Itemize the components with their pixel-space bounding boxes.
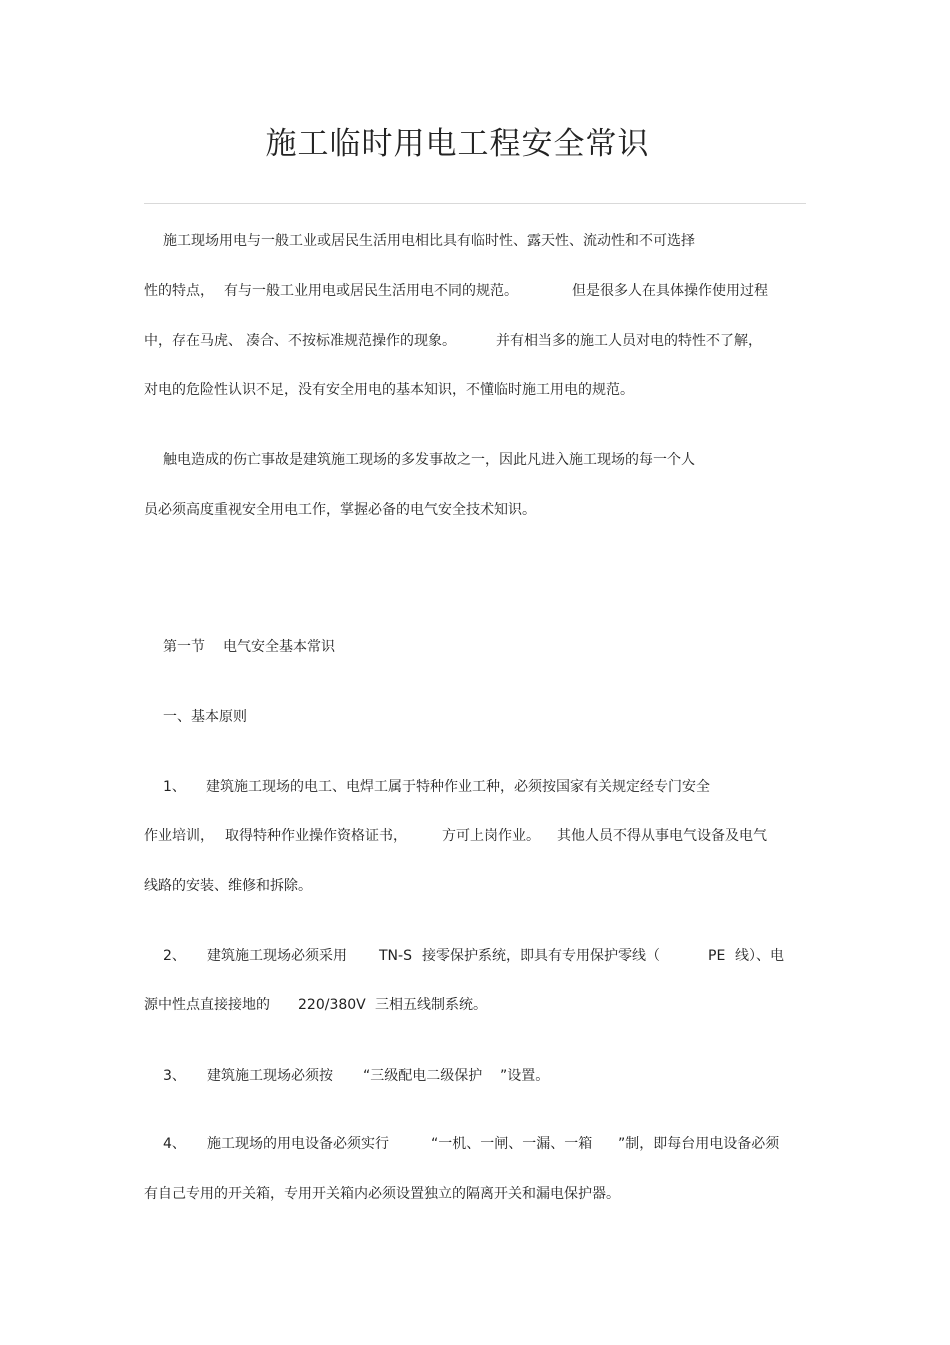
intro-p2-line-2: 员必须高度重视安全用电工作，掌握必备的电气安全技术知识。 <box>144 502 536 518</box>
item-3-number: 3、 <box>163 1068 186 1084</box>
item-1-line-2-seg-a: 作业培训， <box>144 828 214 844</box>
item-2-line-2-seg-c: 三相五线制系统。 <box>375 997 487 1013</box>
item-1-line-3: 线路的安装、维修和拆除。 <box>144 878 312 894</box>
section-number: 第一节 <box>163 639 205 655</box>
subsection-heading: 一、基本原则 <box>163 709 247 725</box>
item-2-line-2-seg-a: 源中性点直接接地的 <box>144 997 270 1013</box>
item-2-line-1-seg-a: 建筑施工现场必须采用 <box>207 948 347 964</box>
intro-p1-line-2-seg-a: 性的特点， <box>144 283 214 299</box>
item-1-line-2-seg-b: 取得特种作业操作资格证书， <box>225 828 407 844</box>
item-2-line-1-seg-e: 线）、电 <box>735 948 784 964</box>
intro-p1-line-4: 对电的危险性认识不足，没有安全用电的基本知识，不懂临时施工用电的规范。 <box>144 382 634 398</box>
item-2-number: 2、 <box>163 948 186 964</box>
intro-p1-line-1: 施工现场用电与一般工业或居民生活用电相比具有临时性、露天性、流动性和不可选择 <box>163 233 695 249</box>
item-2-line-1-seg-d: PE <box>708 948 726 964</box>
item-1-line-2-seg-d: 其他人员不得从事电气设备及电气 <box>557 828 767 844</box>
item-3-line-1-seg-c: ”设置。 <box>500 1068 550 1084</box>
item-2-line-1-seg-b: TN-S <box>379 948 412 964</box>
item-3-line-1-seg-a: 建筑施工现场必须按 <box>207 1068 333 1084</box>
item-2-line-2-seg-b: 220/380V <box>298 997 366 1013</box>
title-divider <box>144 203 806 204</box>
item-4-line-2: 有自己专用的开关箱，专用开关箱内必须设置独立的隔离开关和漏电保护器。 <box>144 1186 620 1202</box>
intro-p1-line-2-seg-b: 有与一般工业用电或居民生活用电不同的规范。 <box>224 283 518 299</box>
intro-p2-line-1: 触电造成的伤亡事故是建筑施工现场的多发事故之一，因此凡进入施工现场的每一个人 <box>163 452 695 468</box>
item-4-line-1-seg-b: “一机、一闸、一漏、一箱 <box>431 1136 593 1152</box>
item-4-number: 4、 <box>163 1136 186 1152</box>
intro-p1-line-3-seg-b: 凑合、不按标准规范操作的现象。 <box>246 333 456 349</box>
item-1-line-2-seg-c: 方可上岗作业。 <box>442 828 540 844</box>
intro-p1-line-3-seg-a: 中，存在马虎、 <box>144 333 242 349</box>
item-4-line-1-seg-c: ”制，即每台用电设备必须 <box>618 1136 780 1152</box>
item-3-line-1-seg-b: “三级配电二级保护 <box>363 1068 483 1084</box>
item-4-line-1-seg-a: 施工现场的用电设备必须实行 <box>207 1136 389 1152</box>
intro-p1-line-2-seg-c: 但是很多人在具体操作使用过程 <box>572 283 768 299</box>
item-2-line-1-seg-c: 接零保护系统，即具有专用保护零线（ <box>422 948 660 964</box>
item-1-number: 1、 <box>163 779 186 795</box>
section-title: 电气安全基本常识 <box>223 639 335 655</box>
item-1-line-1-text: 建筑施工现场的电工、电焊工属于特种作业工种，必须按国家有关规定经专门安全 <box>206 779 710 795</box>
intro-p1-line-3-seg-c: 并有相当多的施工人员对电的特性不了解， <box>496 333 762 349</box>
document-title: 施工临时用电工程安全常识 <box>265 126 650 162</box>
